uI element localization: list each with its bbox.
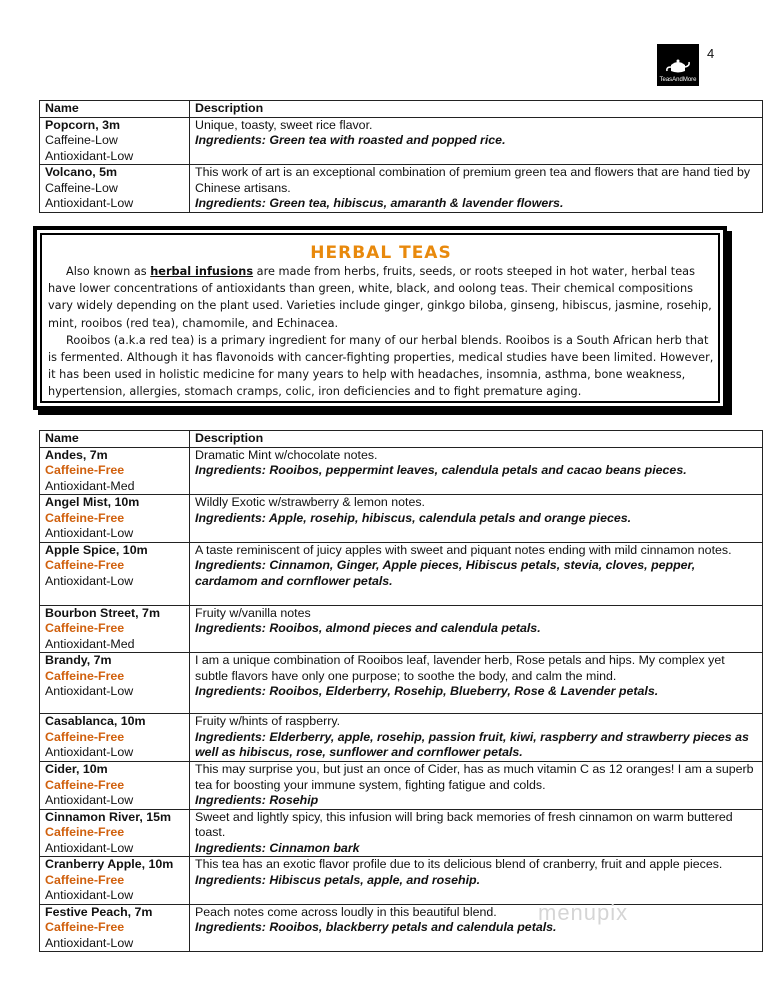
tea-ingredients: Ingredients: Hibiscus petals, apple, and rosehip. xyxy=(195,872,481,887)
tea-name: Angel Mist, 10m xyxy=(45,495,140,509)
tea-description: Peach notes come across loudly in this beautiful blend. xyxy=(195,904,497,919)
tea-table-herbal xyxy=(39,430,763,952)
herbal-teas-title: HERBAL TEAS xyxy=(310,243,452,263)
caffeine-level: Caffeine-Low xyxy=(45,133,118,147)
caffeine-level: Caffeine-Free xyxy=(45,558,125,572)
tea-ingredients: Ingredients: Cinnamon, Ginger, Apple pieces, Hibiscus petals, stevia, cloves, pepper, cardamom and cornflower petals. xyxy=(195,558,696,588)
tea-name: Festive Peach, 7m xyxy=(45,904,153,919)
caffeine-level: Caffeine-Free xyxy=(45,872,125,887)
table-header-row xyxy=(40,431,763,448)
tea-name: Cider, 10m xyxy=(45,762,108,776)
table-header-row xyxy=(40,101,763,118)
header-name: Name xyxy=(40,431,190,448)
table-row xyxy=(40,714,763,762)
tea-name: Cinnamon River, 15m xyxy=(45,809,172,824)
tea-ingredients: Ingredients: Apple, rosehip, hibiscus, calendula petals and orange pieces. xyxy=(195,510,632,525)
tea-ingredients: Ingredients: Green tea with roasted and popped rice. xyxy=(195,133,506,147)
tea-name: Bourbon Street, 7m xyxy=(45,605,160,620)
antioxidant-level: Antioxidant-Low xyxy=(45,888,134,902)
herbal-teas-box xyxy=(33,226,727,410)
caffeine-level: Caffeine-Free xyxy=(45,463,125,477)
tea-name-cell xyxy=(40,809,190,857)
tea-description: Wildly Exotic w/strawberry & lemon notes. xyxy=(195,495,425,509)
caffeine-level: Caffeine-Low xyxy=(45,180,118,195)
tea-table-green xyxy=(39,100,763,213)
tea-name-cell xyxy=(40,904,190,952)
antioxidant-level: Antioxidant-Low xyxy=(45,745,134,759)
table-row xyxy=(40,447,763,495)
tea-name-cell xyxy=(40,495,190,543)
tea-ingredients: Ingredients: Rooibos, Elderberry, Rosehip, Blueberry, Rose & Lavender petals. xyxy=(195,684,659,698)
antioxidant-level: Antioxidant-Low xyxy=(45,196,134,210)
tea-ingredients: Ingredients: Rooibos, almond pieces and calendula petals. xyxy=(195,621,541,635)
tea-description-cell xyxy=(190,809,763,857)
antioxidant-level: Antioxidant-Low xyxy=(45,840,134,855)
tea-description-cell xyxy=(190,165,763,213)
brand-logo xyxy=(657,44,699,86)
antioxidant-level: Antioxidant-Low xyxy=(45,935,134,950)
header-name: Name xyxy=(40,101,190,118)
tea-description-cell xyxy=(190,762,763,810)
tea-description-cell xyxy=(190,542,763,605)
caffeine-level: Caffeine-Free xyxy=(45,729,125,744)
tea-description-cell xyxy=(190,495,763,543)
tea-name: Brandy, 7m xyxy=(45,653,112,667)
tea-name-cell xyxy=(40,542,190,605)
tea-name: Casablanca, 10m xyxy=(45,714,146,728)
tea-name-cell xyxy=(40,762,190,810)
header-description: Description xyxy=(190,101,763,118)
antioxidant-level: Antioxidant-Med xyxy=(45,478,135,493)
antioxidant-level: Antioxidant-Low xyxy=(45,684,134,698)
tea-ingredients: Ingredients: Rosehip xyxy=(195,793,319,807)
tea-description: This tea has an exotic flavor profile due to its delicious blend of cranberry, fruit and apple pieces. xyxy=(195,857,723,871)
tea-description-cell xyxy=(190,653,763,714)
tea-name-cell xyxy=(40,117,190,165)
caffeine-level: Caffeine-Free xyxy=(45,510,125,525)
tea-description: Unique, toasty, sweet rice flavor. xyxy=(195,117,373,132)
tea-description: This may surprise you, but just an once of Cider, has as much vitamin C as 12 oranges! I am a superb tea for boosting your immune system, fighting fatigue and colds. xyxy=(195,762,754,792)
caffeine-level: Caffeine-Free xyxy=(45,825,125,839)
table-row xyxy=(40,165,763,213)
antioxidant-level: Antioxidant-Low xyxy=(45,573,134,588)
tea-name-cell xyxy=(40,165,190,213)
tea-description-cell xyxy=(190,904,763,952)
table-row xyxy=(40,809,763,857)
antioxidant-level: Antioxidant-Low xyxy=(45,793,134,807)
tea-name: Popcorn, 3m xyxy=(45,117,121,132)
antioxidant-level: Antioxidant-Low xyxy=(45,148,134,163)
tea-name: Volcano, 5m xyxy=(45,165,118,179)
tea-name: Apple Spice, 10m xyxy=(45,542,148,557)
tea-ingredients: Ingredients: Rooibos, peppermint leaves, calendula petals and cacao beans pieces. xyxy=(195,463,687,477)
logo-text: TeasAndMore xyxy=(659,77,697,83)
tea-name-cell xyxy=(40,447,190,495)
herbal-infusions-term: herbal infusions xyxy=(150,265,254,278)
tea-description-cell xyxy=(190,714,763,762)
antioxidant-level: Antioxidant-Med xyxy=(45,636,135,651)
watermark: menupix xyxy=(538,900,629,925)
table-row xyxy=(40,605,763,653)
tea-name: Cranberry Apple, 10m xyxy=(45,857,174,871)
tea-description: This work of art is an exceptional combination of premium green tea and flowers that are hand tied by Chinese artisans. xyxy=(195,165,751,195)
tea-description-cell xyxy=(190,447,763,495)
tea-description-cell xyxy=(190,857,763,905)
table-row xyxy=(40,857,763,905)
tea-description: A taste reminiscent of juicy apples with sweet and piquant notes ending with mild cinnamon notes. xyxy=(195,542,732,557)
tea-name-cell xyxy=(40,857,190,905)
tea-description-cell xyxy=(190,605,763,653)
tea-ingredients: Ingredients: Elderberry, apple, rosehip, passion fruit, kiwi, raspberry and strawberry pieces as well as hibiscus, rose, sunflower and cornflower petals. xyxy=(195,729,749,759)
table-row xyxy=(40,653,763,714)
caffeine-level: Caffeine-Free xyxy=(45,668,125,683)
tea-description-cell xyxy=(190,117,763,165)
tea-ingredients: Ingredients: Rooibos, blackberry petals and calendula petals. xyxy=(195,920,557,934)
table-row xyxy=(40,495,763,543)
antioxidant-level: Antioxidant-Low xyxy=(45,526,134,540)
tea-name-cell xyxy=(40,605,190,653)
header-description: Description xyxy=(190,431,763,448)
teapot-icon xyxy=(665,58,691,76)
tea-name-cell xyxy=(40,653,190,714)
tea-name-cell xyxy=(40,714,190,762)
page-number: 4 xyxy=(707,46,715,61)
tea-name: Andes, 7m xyxy=(45,447,108,462)
rooibos-paragraph: Rooibos (a.k.a red tea) is a primary ingredient for many of our herbal blends. Rooibos is a South African herb that is fermented. Although it has flavonoids with cancer-fighting properties, medical studies have been limited. However, it has been used in holistic medicine for many years to help with headaches, insomnia, asthma, bone weakness, hypertension, allergies, stomach cramps, colic, iron deficiencies and to fight premature aging. xyxy=(48,333,714,399)
tea-description: Dramatic Mint w/chocolate notes. xyxy=(195,447,378,462)
table-row xyxy=(40,762,763,810)
tea-ingredients: Ingredients: Cinnamon bark xyxy=(195,840,360,855)
tea-description: I am a unique combination of Rooibos leaf, lavender herb, Rose petals and hips. My complex yet subtle flavors have only one purpose; to soothe the body, and calm the mind. xyxy=(195,653,725,683)
caffeine-level: Caffeine-Free xyxy=(45,621,125,635)
tea-description: Sweet and lightly spicy, this infusion will bring back memories of fresh cinnamon on warm buttered toast. xyxy=(195,809,733,839)
table-row xyxy=(40,904,763,952)
caffeine-level: Caffeine-Free xyxy=(45,920,125,934)
tea-description: Fruity w/hints of raspberry. xyxy=(195,714,341,728)
table-row xyxy=(40,542,763,605)
caffeine-level: Caffeine-Free xyxy=(45,777,125,792)
tea-ingredients: Ingredients: Green tea, hibiscus, amaranth & lavender flowers. xyxy=(195,196,564,210)
herbal-intro-paragraph: Also known as herbal infusions are made from herbs, fruits, seeds, or roots steeped in hot water, herbal teas have lower concentrations of antioxidants than green, white, black, and oolong teas. Their chemical compositions vary widely depending on the plant used. Varieties include ginger, ginkgo biloba, ginseng, hibiscus, jasmine, rosehip, mint, rooibos (red tea), chamomile, and Echinacea. xyxy=(48,265,712,330)
tea-description: Fruity w/vanilla notes xyxy=(195,605,311,620)
table-row xyxy=(40,117,763,165)
